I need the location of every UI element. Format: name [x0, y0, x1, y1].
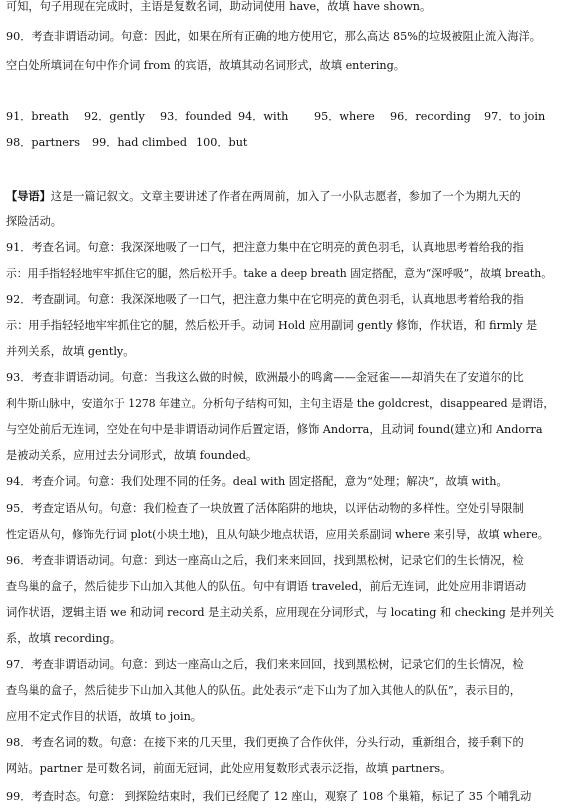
explanation-line: 网站。partner 是可数名词，前面无冠词，此处应用复数形式表示泛指，故填 partners。	[6, 762, 452, 775]
explanation-line: 系，故填 recording。	[6, 632, 121, 645]
answer-item: 96．recording	[390, 110, 471, 123]
explanation-line: 与空处前后无连词，空处在句中是非谓语动词作后置定语，修饰 Andorra，且动词 found(建立)和 Andorra	[6, 423, 543, 436]
explanation-line: 示：用手指轻轻地牢牢抓住它的腿，然后松开手。动词 Hold 应用副词 gently 修饰，作状语，和 firmly 是	[6, 319, 538, 332]
explanation-line: 性定语从句，修饰先行词 plot(小块土地)，且从句缺少地点状语，应用关系副词 where 来引导，故填 where。	[6, 528, 549, 541]
answer-item: 98．partners	[6, 136, 81, 149]
explanation-line: 93．考查非谓语动词。句意：当我这么做的时候，欧洲最小的鸣禽——金冠雀——却消失在了安道尔的比	[6, 371, 524, 384]
intro-line: 可知，句子用现在完成时，主语是复数名词，助动词使用 have，故填 have shown。	[6, 0, 432, 13]
guide-text: 这是一篇记叙文。文章主要讲述了作者在两周前，加入了一小队志愿者，参加了一个为期九天的	[50, 190, 521, 203]
answer-item: 99．had climbed	[92, 136, 187, 149]
intro-line: 90．考查非谓语动词。句意：因此，如果在所有正确的地方使用它，那么高达 85%的垃圾被阻止流入海洋。	[6, 30, 541, 43]
answer-item: 95．where	[314, 110, 375, 123]
answer-item: 100．but	[196, 136, 248, 149]
answer-item: 92．gently	[84, 110, 145, 123]
answer-item: 97．to join	[484, 110, 546, 123]
explanation-line: 91．考查名词。句意：我深深地吸了一口气，把注意力集中在它明亮的黄色羽毛，认真地思考着给我的指	[6, 241, 524, 254]
explanation-line: 99．考查时态。句意： 到探险结束时，我们已经爬了 12 座山，观察了 108 个巢箱，标记了 35 个哺乳动	[6, 790, 532, 803]
answer-item: 94．with	[238, 110, 289, 123]
explanation-line: 94．考查介词。句意：我们处理不同的任务。deal with 固定搭配，意为“处理；解决”，故填 with。	[6, 475, 508, 488]
guide-line: 探险活动。	[6, 215, 62, 228]
guide-line	[6, 189, 555, 204]
explanation-line: 查鸟巢的盒子，然后徒步下山加入其他人的队伍。此处表示“走下山为了加入其他人的队伍”，表示目的，	[6, 684, 521, 697]
explanation-line: 示：用手指轻轻地牢牢抓住它的腿，然后松开手。take a deep breath 固定搭配，意为“深呼吸”，故填 breath。	[6, 267, 553, 280]
explanation-line: 利牛斯山脉中，安道尔于 1278 年建立。分析句子结构可知，主句主语是 the goldcrest，disappeared 是谓语，	[6, 397, 555, 410]
explanation-line: 应用不定式作目的状语，故填 to join。	[6, 710, 202, 723]
explanation-line: 92．考查副词。句意：我深深地吸了一口气，把注意力集中在它明亮的黄色羽毛，认真地思考着给我的指	[6, 293, 524, 306]
explanation-line: 96．考查非谓语动词。句意：到达一座高山之后，我们来来回回，找到黑松树，记录它们的生长情况，检	[6, 554, 524, 567]
explanation-line: 95．考查定语从句。句意：我们检查了一块放置了活体陷阱的地块，以评估动物的多样性。空处引导限制	[6, 502, 524, 515]
answer-item: 93．founded	[160, 110, 232, 123]
explanation-line: 98．考查名词的数。句意：在接下来的几天里，我们更换了合作伙伴，分头行动，重新组合，接手剩下的	[6, 736, 524, 749]
explanation-line: 并列关系，故填 gently。	[6, 345, 135, 358]
guide-label: 【导语】	[6, 189, 51, 203]
explanation-line: 词作状语，逻辑主语 we 和动词 record 是主动关系，应用现在分词形式，与 locating 和 checking 是并列关	[6, 606, 555, 619]
answer-item: 91．breath	[6, 110, 69, 123]
explanation-line: 97．考查非谓语动词。句意：到达一座高山之后，我们来来回回，找到黑松树，记录它们的生长情况，检	[6, 658, 524, 671]
explanation-line: 查鸟巢的盒子，然后徒步下山加入其他人的队伍。句中有谓语 traveled，前后无连词，此处应用非谓语动	[6, 580, 527, 593]
intro-line: 空白处所填词在句中作介词 from 的宾语，故填其动名词形式，故填 entering。	[6, 59, 405, 72]
explanation-line: 是被动关系，应用过去分词形式，故填 founded。	[6, 449, 258, 462]
